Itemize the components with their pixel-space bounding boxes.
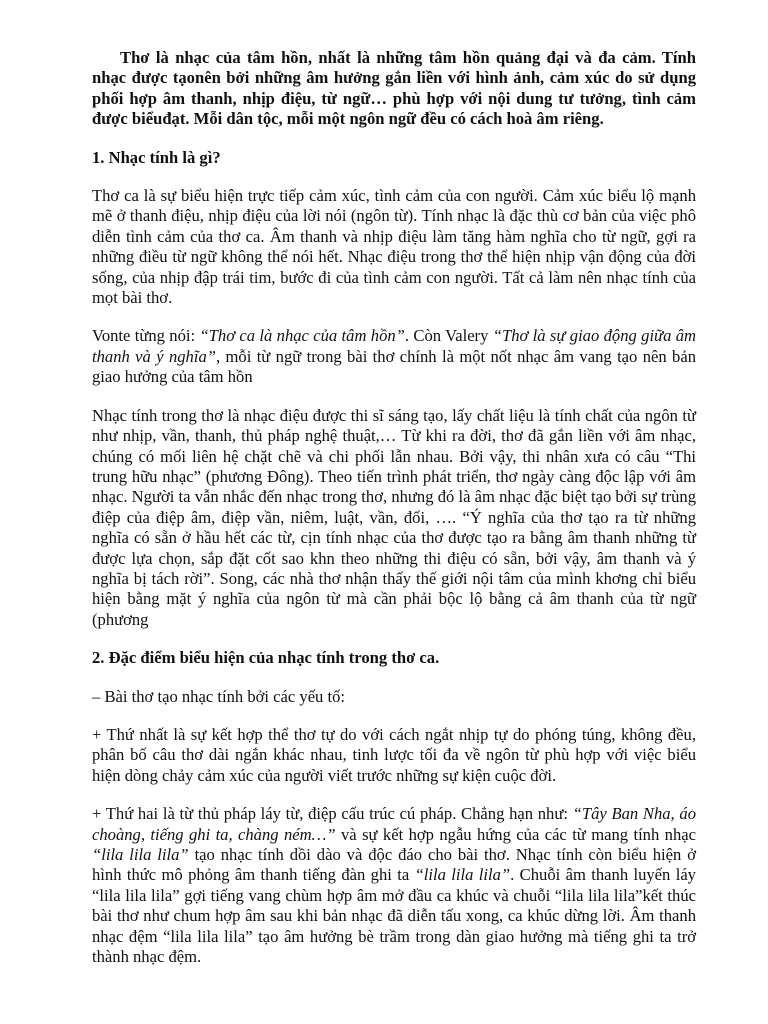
quote-lila-1: “lila lila lila”: [92, 845, 189, 864]
section-1-heading: 1. Nhạc tính là gì?: [92, 147, 221, 167]
section-2-heading: 2. Đặc điểm biểu hiện của nhạc tính trong thơ ca.: [92, 648, 440, 668]
text-run: và sự kết hợp ngẫu hứng của các từ mang tính nhạc: [335, 824, 696, 844]
section-1-paragraph-1: Thơ ca là sự biểu hiện trực tiếp cảm xúc, tình cảm của con người. Cảm xúc biểu lộ mạnh mẽ ở thanh điệu, nhịp điệu của lời nói (ngôn từ). Tính nhạc là đặc thù cơ bản của việc phô diễn tình cảm của thơ ca. Âm thanh và nhịp điệu làm tăng hàm nghĩa cho từ ngữ, gợi ra những điều từ ngữ không thể nói hết. Nhạc điệu trong thơ thể hiện nhịp vận động của đời sống, của nhịp đập trái tim, bước đi của tình cảm con người. Tất cả làm nên nhạc tính của mọt bài thơ.: [92, 186, 696, 308]
intro-paragraph: Thơ là nhạc của tâm hồn, nhất là những tâm hồn quảng đại và đa cảm. Tính nhạc được tạonên bởi những âm hưởng gắn liền với hình ảnh, cảm xúc do sử dụng phối hợp âm thanh, nhịp điệu, từ ngữ… phù hợp với nội dung tư tưởng, tình cảm được biểuđạt. Mỗi dân tộc, mỗi một ngôn ngữ đều có cách hoà âm riêng.: [92, 48, 696, 129]
quote-lila-2: “lila lila lila”: [414, 865, 511, 885]
section-2-paragraph-3: [92, 804, 696, 967]
quote-valery: “Thơ là sự giao động giữa âm thanh và ý nghĩa”: [92, 326, 697, 366]
quote-voltaire: “Thơ ca là nhạc của tâm hồn”: [199, 326, 405, 346]
text-run: + Thứ hai là từ thủ pháp láy từ, điệp cấu trúc cú pháp. Chẳng hạn như:: [92, 804, 573, 824]
section-2-paragraph-2: + Thứ nhất là sự kết hợp thể thơ tự do với cách ngắt nhịp tự do phóng túng, không đều, phân bố câu thơ dài ngắn khác nhau, tinh lược tối đa về ngôn từ phù hợp với việc biểu hiện dòng chảy cảm xúc của người viết trước những sự kiện cuộc đời.: [92, 724, 696, 785]
section-2-paragraph-1: – Bài thơ tạo nhạc tính bởi các yếu tố:: [92, 686, 346, 706]
text-run: . Còn Valery: [404, 326, 493, 346]
quote-tay-ban-nha: “Tây Ban Nha, áo choàng, tiếng ghi ta, chàng ném…”: [92, 804, 696, 844]
section-1-paragraph-3: Nhạc tính trong thơ là nhạc điệu được thi sĩ sáng tạo, lấy chất liệu là tính chất của ngôn từ như nhịp, vần, thanh, thủ pháp nghệ thuật,… Từ khi ra đời, thơ đã gắn liền với âm nhạc, chúng có mối liên hệ chặt chẽ và chi phối lẫn nhau. Bởi vậy, thi nhân xưa có câu “Thi trung hữu nhạc” (phương Đông). Theo tiến trình phát triển, thơ ngày càng độc lập với âm nhạc. Người ta vẫn nhắc đến nhạc trong thơ, nhưng đó là âm nhạc đặc biệt tạo bởi sự trùng điệp của điệp âm, điệp vần, niêm, luật, vần, đối, …. “Ý nghĩa của thơ tạo ra từ những nghĩa có sẵn ở hầu hết các từ, cịn tính nhạc của thơ được tạo ra bằng âm thanh những từ được lựa chọn, sắp đặt cốt sao khn theo những thi điệu có sẵn, bởi vậy, âm thanh và ý nghĩa bị tách rời”. Song, các nhà thơ nhận thấy thế giới nội tâm của mình khơng chỉ biểu hiện bằng mặt ý nghĩa của ngôn từ mà cần phải bộc lộ bằng cả âm thanh của từ ngữ (phương: [92, 405, 696, 629]
text-run: Vonte từng nói:: [92, 326, 200, 346]
text-run: . Chuỗi âm thanh luyến láy “lila lila lila” gợi tiếng vang chùm hợp âm mở đầu ca khúc và chuỗi “lila lila lila”kết thúc bài thơ như chum hợp âm sau khi bản nhạc đã diễn tấu xong, ca khúc dừng lời. Âm thanh nhạc đệm “lila lila lila” tạo âm hưởng bè trầm trong dàn giao hưởng mà tiếng ghi ta trở thành nhạc đệm.: [92, 865, 696, 967]
section-1-paragraph-2: [92, 326, 696, 387]
text-run: tạo nhạc tính dồi dào và độc đáo cho bài thơ. Nhạc tính còn biểu hiện ở hình thức mô phỏng âm thanh tiếng đàn ghi ta: [92, 845, 696, 885]
text-run: , mỗi từ ngữ trong bài thơ chính là một nốt nhạc âm vang tạo nên bản giao hưởng của tâm hồn: [92, 346, 697, 387]
